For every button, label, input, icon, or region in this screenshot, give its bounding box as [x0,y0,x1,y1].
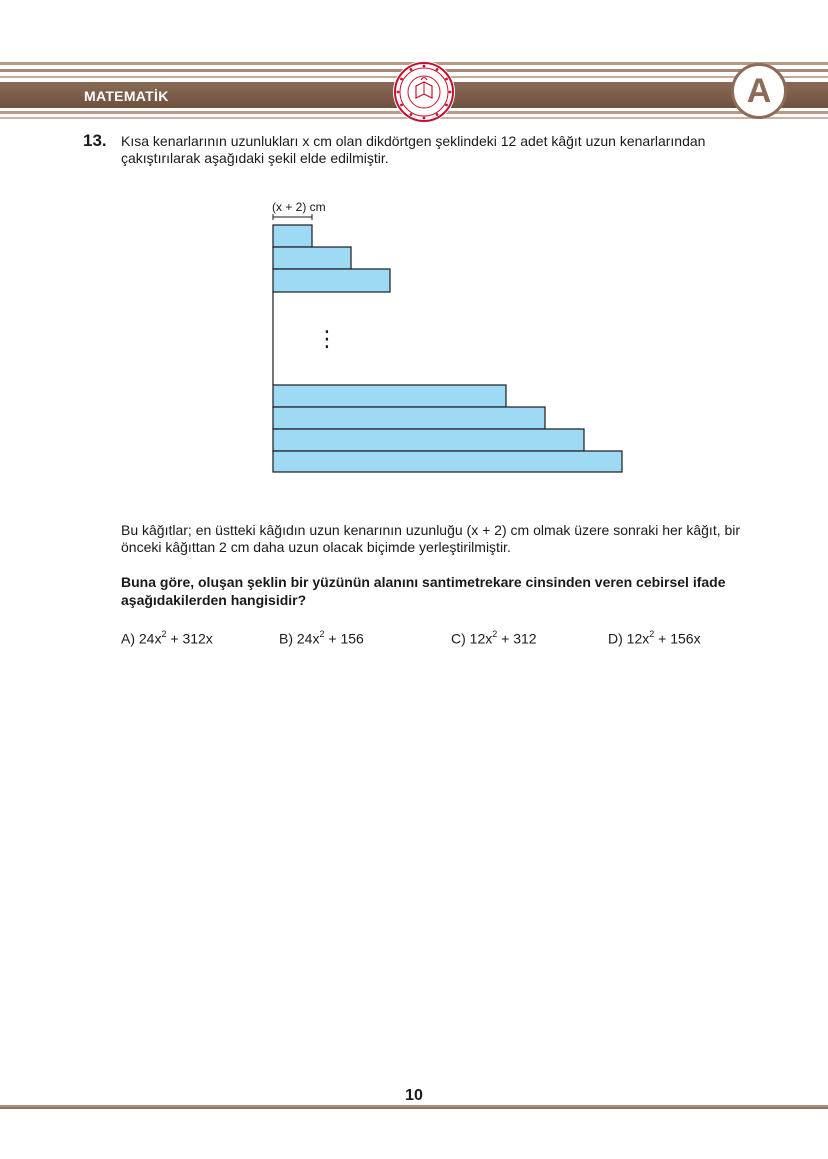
paper-11 [273,429,584,451]
option-rest: + 156 [324,630,364,647]
option-c[interactable] [451,630,537,647]
option-rest: + 156x [654,630,701,647]
option-term: 12x [626,630,650,647]
option-term: 24x [296,630,320,647]
option-letter: D) [608,630,623,647]
question-number: 13. [83,131,107,150]
ellipsis: ⋮ [316,327,338,352]
paper-12 [273,451,622,472]
option-term: 24x [138,630,162,647]
option-rest: + 312x [166,630,213,647]
option-term: 12x [469,630,493,647]
option-a[interactable] [121,630,213,647]
option-b[interactable] [279,630,364,647]
option-exponent: 2 [319,629,325,639]
ministry-seal-icon [392,60,456,124]
option-letter: C) [451,630,466,647]
option-rest: + 312 [497,630,537,647]
paper-10 [273,407,545,429]
question-prompt: Buna göre, oluşan şeklin bir yüzünün alanını santimetrekare cinsinden veren cebirsel ifade aşağıdakilerden hangisidir? [121,574,726,608]
paper-9 [273,385,506,407]
booklet-type-badge: A [731,63,787,119]
option-exponent: 2 [492,629,498,639]
question-paragraph: Bu kâğıtlar; en üstteki kâğıdın uzun kenarının uzunluğu (x + 2) cm olmak üzere sonraki her kâğıt, bir önceki kâğıttan 2 cm daha uzun olacak biçimde yerleştirilmiştir. [121,522,741,555]
dimension-marker [273,214,312,220]
dimension-label: (x + 2) cm [272,200,326,214]
paper-1 [273,225,312,247]
option-letter: B) [279,630,293,647]
page-number: 10 [405,1087,423,1104]
subject-title: MATEMATİK [84,88,169,104]
paper-3 [273,269,390,292]
paper-2 [273,247,351,269]
option-exponent: 2 [649,629,655,639]
option-letter: A) [121,630,135,647]
footer-rule [0,1105,828,1109]
paper-stack-figure [262,196,642,486]
question-text: Kısa kenarlarının uzunlukları x cm olan dikdörtgen şeklindeki 12 adet kâğıt uzun kenarlarından çakıştırılarak aşağıdaki şekil elde edilmiştir. [121,133,706,166]
option-exponent: 2 [161,629,167,639]
option-d[interactable] [608,630,701,647]
